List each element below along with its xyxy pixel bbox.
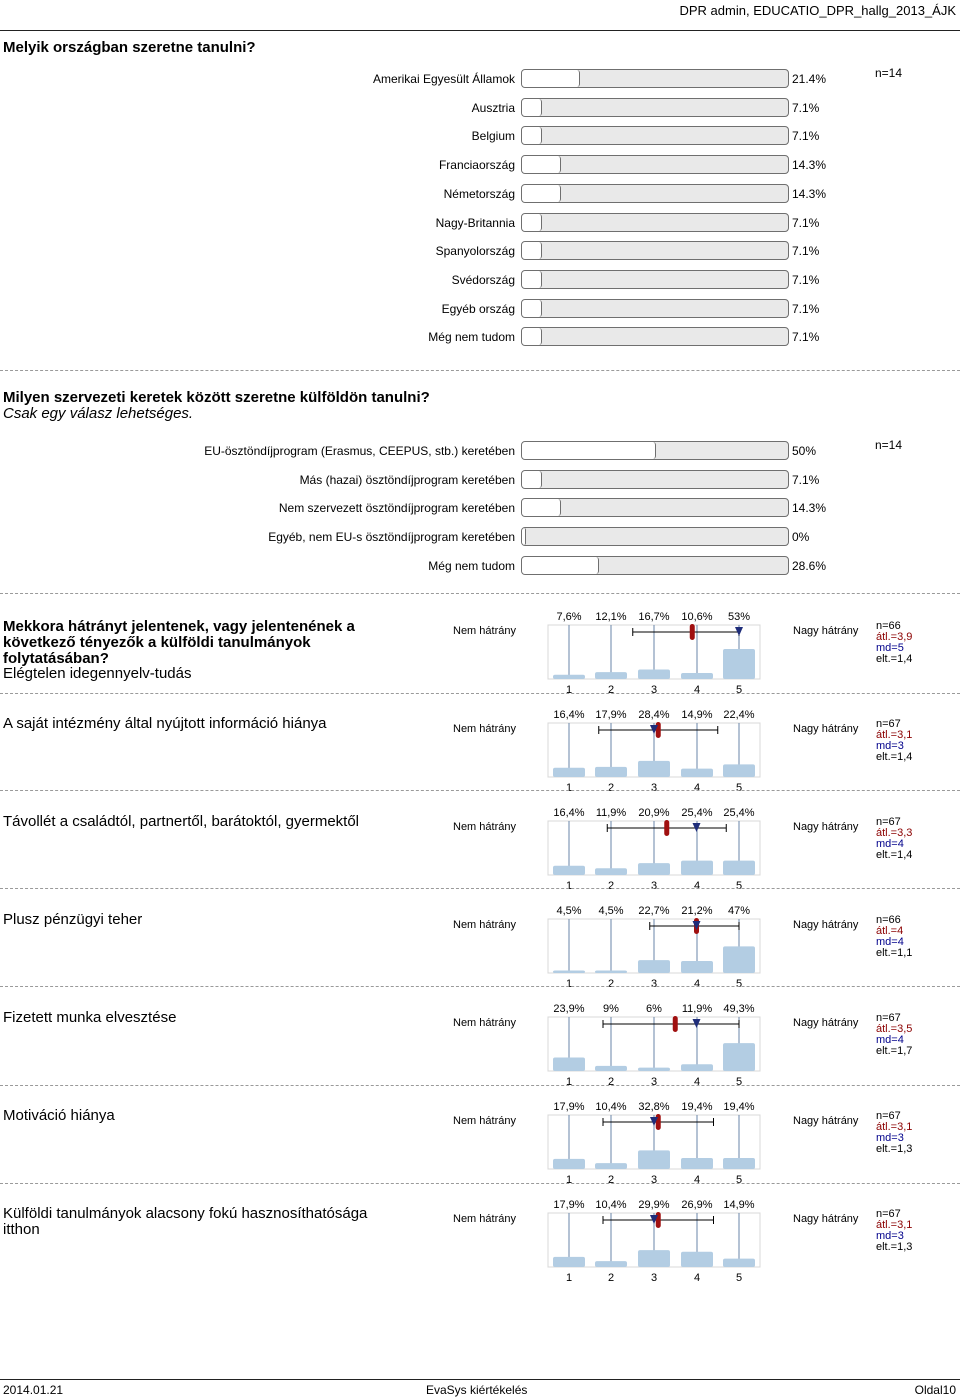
- right-pole-label: Nagy hátrány: [793, 821, 859, 833]
- scale-chart: [540, 899, 780, 989]
- frequency-bar: [638, 863, 670, 875]
- value-label: 22,4%: [723, 709, 755, 721]
- value-label: 4,5%: [598, 905, 624, 917]
- bar-value: [522, 156, 561, 173]
- statistics-box: [876, 1013, 912, 1057]
- bar-value: [522, 214, 542, 231]
- stat-mean: átl.=4: [876, 925, 904, 937]
- stat-mean: átl.=3,3: [876, 827, 913, 839]
- scale-tick-label: 3: [650, 978, 658, 989]
- left-pole-label: Nem hátrány: [453, 625, 516, 637]
- statistics-box: [876, 719, 912, 763]
- scale-tick-label: 4: [693, 978, 701, 989]
- percent-label: 14.3%: [792, 501, 827, 516]
- value-label: 19,4%: [723, 1101, 755, 1113]
- value-label: 21,2%: [681, 905, 713, 917]
- bar-track: [521, 299, 789, 318]
- bar-value: [522, 99, 542, 116]
- scale-tick-label: 4: [693, 880, 701, 891]
- value-label: 32,8%: [638, 1101, 670, 1113]
- value-label: 14,9%: [681, 709, 713, 721]
- section-separator: [0, 693, 960, 694]
- category-label: Franciaország: [438, 158, 515, 173]
- stat-mean: átl.=3,9: [876, 631, 913, 643]
- section-separator: [0, 370, 960, 371]
- value-label: 17,9%: [595, 709, 627, 721]
- category-label: Belgium: [471, 129, 515, 144]
- frequency-bar: [723, 946, 755, 973]
- category-label: Spanyolország: [435, 244, 515, 259]
- scale-tick-label: 1: [565, 684, 573, 695]
- scale-tick-label: 4: [693, 684, 701, 695]
- value-label: 26,9%: [681, 1199, 713, 1211]
- value-label: 9%: [603, 1003, 619, 1015]
- category-label: Nem szervezett ösztöndíjprogram keretében: [278, 501, 515, 516]
- percent-label: 7.1%: [792, 244, 820, 259]
- frequency-bar: [595, 970, 627, 973]
- frequency-bar: [723, 649, 755, 679]
- mean-marker: [656, 1212, 661, 1228]
- value-label: 4,5%: [556, 905, 582, 917]
- category-label: EU-ösztöndíjprogram (Erasmus, CEEPUS, stb.) keretében: [204, 444, 515, 458]
- percent-label: 7.1%: [792, 330, 820, 345]
- bar-value: [522, 271, 542, 288]
- stat-n: n=67: [876, 718, 901, 730]
- frequency-bar: [553, 1057, 585, 1071]
- bar-track: [521, 470, 789, 489]
- bar-track: [521, 527, 789, 546]
- percent-label: 50%: [792, 444, 817, 458]
- bar-track: [521, 498, 789, 517]
- stat-median: md=4: [876, 936, 904, 948]
- scale-tick-label: 1: [565, 1272, 573, 1283]
- stat-deviation: elt.=1,4: [876, 653, 913, 665]
- question-title-country: Melyik országban szeretne tanulni?: [3, 39, 256, 56]
- scale-tick-label: 1: [565, 1174, 573, 1185]
- header-divider: [0, 30, 960, 31]
- n-count-country: n=14: [875, 66, 903, 80]
- value-label: 11,9%: [595, 807, 627, 819]
- footer-date: 2014.01.21: [3, 1383, 64, 1397]
- stat-deviation: elt.=1,4: [876, 751, 913, 763]
- category-label: Svédország: [451, 272, 515, 287]
- stat-deviation: elt.=1,7: [876, 1045, 913, 1057]
- value-label: 19,4%: [681, 1101, 713, 1113]
- bar-track: [521, 98, 789, 117]
- stat-n: n=67: [876, 1208, 901, 1220]
- frequency-bar: [553, 1159, 585, 1169]
- bar-track: [521, 327, 789, 346]
- frequency-bar: [595, 1066, 627, 1071]
- category-label: Még nem tudom: [428, 330, 515, 345]
- stat-n: n=67: [876, 1110, 901, 1122]
- right-pole-label: Nagy hátrány: [793, 919, 859, 931]
- percent-label: 21.4%: [792, 72, 827, 86]
- statistics-box: [876, 915, 912, 959]
- left-pole-label: Nem hátrány: [453, 1213, 516, 1225]
- frequency-bar: [595, 1261, 627, 1267]
- scale-tick-label: 1: [565, 978, 573, 989]
- scale-item-label: A saját intézmény által nyújtott információ hiánya: [3, 715, 327, 732]
- value-label: 29,9%: [638, 1199, 670, 1211]
- bar-value: [522, 185, 561, 202]
- frequency-bar: [681, 861, 713, 875]
- bar-value: [522, 557, 599, 574]
- scale-tick-label: 2: [607, 1174, 615, 1185]
- stat-median: md=3: [876, 1132, 904, 1144]
- percent-label: 14.3%: [792, 158, 827, 173]
- percent-label: 7.1%: [792, 272, 820, 287]
- scale-tick-label: 2: [607, 880, 615, 891]
- scale-tick-label: 2: [607, 978, 615, 989]
- left-pole-label: Nem hátrány: [453, 919, 516, 931]
- frequency-bar: [553, 768, 585, 777]
- bar-value: [522, 127, 542, 144]
- scale-item-label: Külföldi tanulmányok alacsony fokú hasznosíthatósága itthon: [3, 1205, 368, 1238]
- scale-chart: [540, 703, 780, 793]
- frequency-bar: [553, 866, 585, 875]
- frequency-bar: [638, 1250, 670, 1267]
- frequency-bar: [723, 861, 755, 875]
- value-label: 12,1%: [595, 611, 627, 623]
- category-label: Más (hazai) ösztöndíjprogram keretében: [299, 472, 515, 487]
- mean-marker: [664, 820, 669, 836]
- stat-n: n=67: [876, 1012, 901, 1024]
- value-label: 53%: [727, 611, 751, 623]
- category-label: Amerikai Egyesült Államok: [372, 72, 515, 86]
- scale-chart: [540, 997, 780, 1087]
- frequency-bar: [553, 1257, 585, 1267]
- stat-median: md=4: [876, 1034, 904, 1046]
- frequency-bar: [595, 868, 627, 875]
- frequency-bar: [681, 769, 713, 777]
- scale-tick-label: 5: [735, 880, 743, 891]
- scale-tick-label: 1: [565, 880, 573, 891]
- mean-marker: [656, 1114, 661, 1130]
- scale-item-label: Fizetett munka elvesztése: [3, 1009, 177, 1026]
- stat-median: md=4: [876, 838, 904, 850]
- bar-track: [521, 126, 789, 145]
- value-label: 49,3%: [723, 1003, 755, 1015]
- left-pole-label: Nem hátrány: [453, 723, 516, 735]
- frequency-bar: [595, 672, 627, 679]
- scale-tick-label: 3: [650, 684, 658, 695]
- footer-divider: [0, 1379, 960, 1380]
- bar-value: [522, 499, 561, 516]
- category-label: Egyéb ország: [441, 301, 515, 316]
- value-label: 20,9%: [638, 807, 670, 819]
- bar-track: [521, 270, 789, 289]
- frequency-bar: [638, 960, 670, 973]
- bar-value: [522, 442, 656, 459]
- question-title-framework: Milyen szervezeti keretek között szeretne külföldön tanulni?: [3, 389, 430, 406]
- scale-tick-label: 2: [607, 782, 615, 793]
- value-label: 10,6%: [681, 611, 713, 623]
- bar-value: [522, 300, 542, 317]
- scale-tick-label: 2: [607, 684, 615, 695]
- bar-track: [521, 69, 789, 88]
- scale-chart: [540, 605, 780, 695]
- percent-label: 14.3%: [792, 186, 827, 201]
- scale-chart: [540, 801, 780, 891]
- statistics-box: [876, 621, 912, 665]
- scale-tick-label: 3: [650, 1076, 658, 1087]
- value-label: 14,9%: [723, 1199, 755, 1211]
- stat-n: n=67: [876, 816, 901, 828]
- right-pole-label: Nagy hátrány: [793, 723, 859, 735]
- value-label: 7,6%: [556, 611, 582, 623]
- scale-tick-label: 2: [607, 1076, 615, 1087]
- value-label: 23,9%: [553, 1003, 585, 1015]
- section-separator: [0, 593, 960, 594]
- scale-tick-label: 3: [650, 1272, 658, 1283]
- frequency-bar: [723, 764, 755, 777]
- percent-label: 0%: [792, 530, 810, 545]
- value-label: 17,9%: [553, 1199, 585, 1211]
- value-label: 16,4%: [553, 807, 585, 819]
- value-label: 25,4%: [723, 807, 755, 819]
- scale-tick-label: 4: [693, 1174, 701, 1185]
- right-pole-label: Nagy hátrány: [793, 625, 859, 637]
- mean-marker: [656, 722, 661, 738]
- question-subtitle-framework: Csak egy válasz lehetséges.: [3, 405, 194, 422]
- scale-tick-label: 4: [693, 1272, 701, 1283]
- category-label: Még nem tudom: [428, 558, 515, 573]
- bar-track: [521, 441, 789, 460]
- scale-tick-label: 5: [735, 978, 743, 989]
- scale-item-label: Motiváció hiánya: [3, 1107, 115, 1124]
- scale-tick-label: 3: [650, 782, 658, 793]
- category-label: Nagy-Britannia: [435, 215, 515, 230]
- scale-tick-label: 5: [735, 782, 743, 793]
- stat-median: md=3: [876, 1230, 904, 1242]
- statistics-box: [876, 817, 912, 861]
- scale-tick-label: 4: [693, 782, 701, 793]
- value-label: 22,7%: [638, 905, 670, 917]
- scale-section-title: Mekkora hátrányt jelentenek, vagy jelentenének a következő tényezők a külföldi tanulmányok folytatásában?: [3, 618, 355, 667]
- percent-label: 7.1%: [792, 215, 820, 230]
- frequency-bar: [723, 1043, 755, 1071]
- left-pole-label: Nem hátrány: [453, 1115, 516, 1127]
- section-separator: [0, 790, 960, 791]
- bar-track: [521, 241, 789, 260]
- report-header: DPR admin, EDUCATIO_DPR_hallg_2013_ÁJK: [679, 3, 956, 18]
- frequency-bar: [681, 961, 713, 973]
- value-label: 16,7%: [638, 611, 670, 623]
- mean-marker: [673, 1016, 678, 1032]
- scale-tick-label: 5: [735, 684, 743, 695]
- right-pole-label: Nagy hátrány: [793, 1213, 859, 1225]
- scale-tick-label: 5: [735, 1272, 743, 1283]
- percent-label: 7.1%: [792, 301, 820, 316]
- value-label: 10,4%: [595, 1101, 627, 1113]
- scale-tick-label: 4: [693, 1076, 701, 1087]
- frequency-bar: [638, 1068, 670, 1071]
- frequency-bar: [681, 1158, 713, 1169]
- value-label: 28,4%: [638, 709, 670, 721]
- bar-track: [521, 556, 789, 575]
- right-pole-label: Nagy hátrány: [793, 1115, 859, 1127]
- left-pole-label: Nem hátrány: [453, 821, 516, 833]
- value-label: 16,4%: [553, 709, 585, 721]
- stat-median: md=3: [876, 740, 904, 752]
- section-separator: [0, 1183, 960, 1184]
- bar-track: [521, 155, 789, 174]
- statistics-box: [876, 1111, 912, 1155]
- frequency-bar: [638, 1150, 670, 1169]
- scale-tick-label: 1: [565, 1076, 573, 1087]
- frequency-bar: [553, 675, 585, 679]
- value-label: 10,4%: [595, 1199, 627, 1211]
- section-separator: [0, 986, 960, 987]
- frequency-bar: [595, 1163, 627, 1169]
- section-separator: [0, 888, 960, 889]
- right-pole-label: Nagy hátrány: [793, 1017, 859, 1029]
- stat-median: md=5: [876, 642, 904, 654]
- bar-value: [522, 70, 580, 87]
- frequency-bar: [638, 670, 670, 679]
- percent-label: 7.1%: [792, 129, 820, 144]
- n-count-framework: n=14: [875, 438, 903, 452]
- bar-value: [522, 328, 542, 345]
- value-label: 47%: [727, 905, 751, 917]
- footer-center: EvaSys kiértékelés: [426, 1383, 528, 1397]
- bar-track: [521, 213, 789, 232]
- scale-tick-label: 5: [735, 1076, 743, 1087]
- scale-tick-label: 3: [650, 880, 658, 891]
- category-label: Németország: [443, 186, 515, 201]
- left-pole-label: Nem hátrány: [453, 1017, 516, 1029]
- scale-chart: [540, 1095, 780, 1185]
- bar-value: [522, 471, 542, 488]
- frequency-bar: [595, 767, 627, 777]
- stat-mean: átl.=3,5: [876, 1023, 913, 1035]
- scale-tick-label: 5: [735, 1174, 743, 1185]
- stat-mean: átl.=3,1: [876, 1219, 913, 1231]
- stat-deviation: elt.=1,1: [876, 947, 913, 959]
- frequency-bar: [681, 1064, 713, 1071]
- scale-tick-label: 3: [650, 1174, 658, 1185]
- category-label: Ausztria: [471, 100, 515, 115]
- frequency-bar: [723, 1259, 755, 1267]
- frequency-bar: [681, 673, 713, 679]
- category-label: Egyéb, nem EU-s ösztöndíjprogram keretében: [268, 530, 515, 545]
- frequency-bar: [553, 970, 585, 973]
- percent-label: 7.1%: [792, 100, 820, 115]
- percent-label: 7.1%: [792, 472, 820, 487]
- frequency-bar: [681, 1252, 713, 1267]
- scale-item-label: Plusz pénzügyi teher: [3, 911, 143, 928]
- value-label: 25,4%: [681, 807, 713, 819]
- stat-deviation: elt.=1,3: [876, 1241, 913, 1253]
- stat-deviation: elt.=1,4: [876, 849, 913, 861]
- stat-mean: átl.=3,1: [876, 1121, 913, 1133]
- scale-item-label: Távollét a családtól, partnertől, barátoktól, gyermektől: [3, 813, 360, 830]
- stat-mean: átl.=3,1: [876, 729, 913, 741]
- bar-track: [521, 184, 789, 203]
- percent-label: 28.6%: [792, 558, 827, 573]
- scale-chart: [540, 1193, 780, 1283]
- stat-n: n=66: [876, 914, 901, 926]
- scale-item-label: Elégtelen idegennyelv-tudás: [3, 665, 192, 682]
- footer-page: Oldal10: [914, 1383, 956, 1397]
- bar-value: [522, 242, 542, 259]
- stat-deviation: elt.=1,3: [876, 1143, 913, 1155]
- value-label: 17,9%: [553, 1101, 585, 1113]
- mean-marker: [690, 624, 695, 640]
- section-separator: [0, 1085, 960, 1086]
- frequency-bar: [638, 761, 670, 777]
- stat-n: n=66: [876, 620, 901, 632]
- scale-tick-label: 2: [607, 1272, 615, 1283]
- statistics-box: [876, 1209, 912, 1253]
- value-label: 6%: [646, 1003, 662, 1015]
- frequency-bar: [723, 1158, 755, 1169]
- value-label: 11,9%: [681, 1003, 713, 1015]
- bar-value: [522, 528, 526, 545]
- scale-tick-label: 1: [565, 782, 573, 793]
